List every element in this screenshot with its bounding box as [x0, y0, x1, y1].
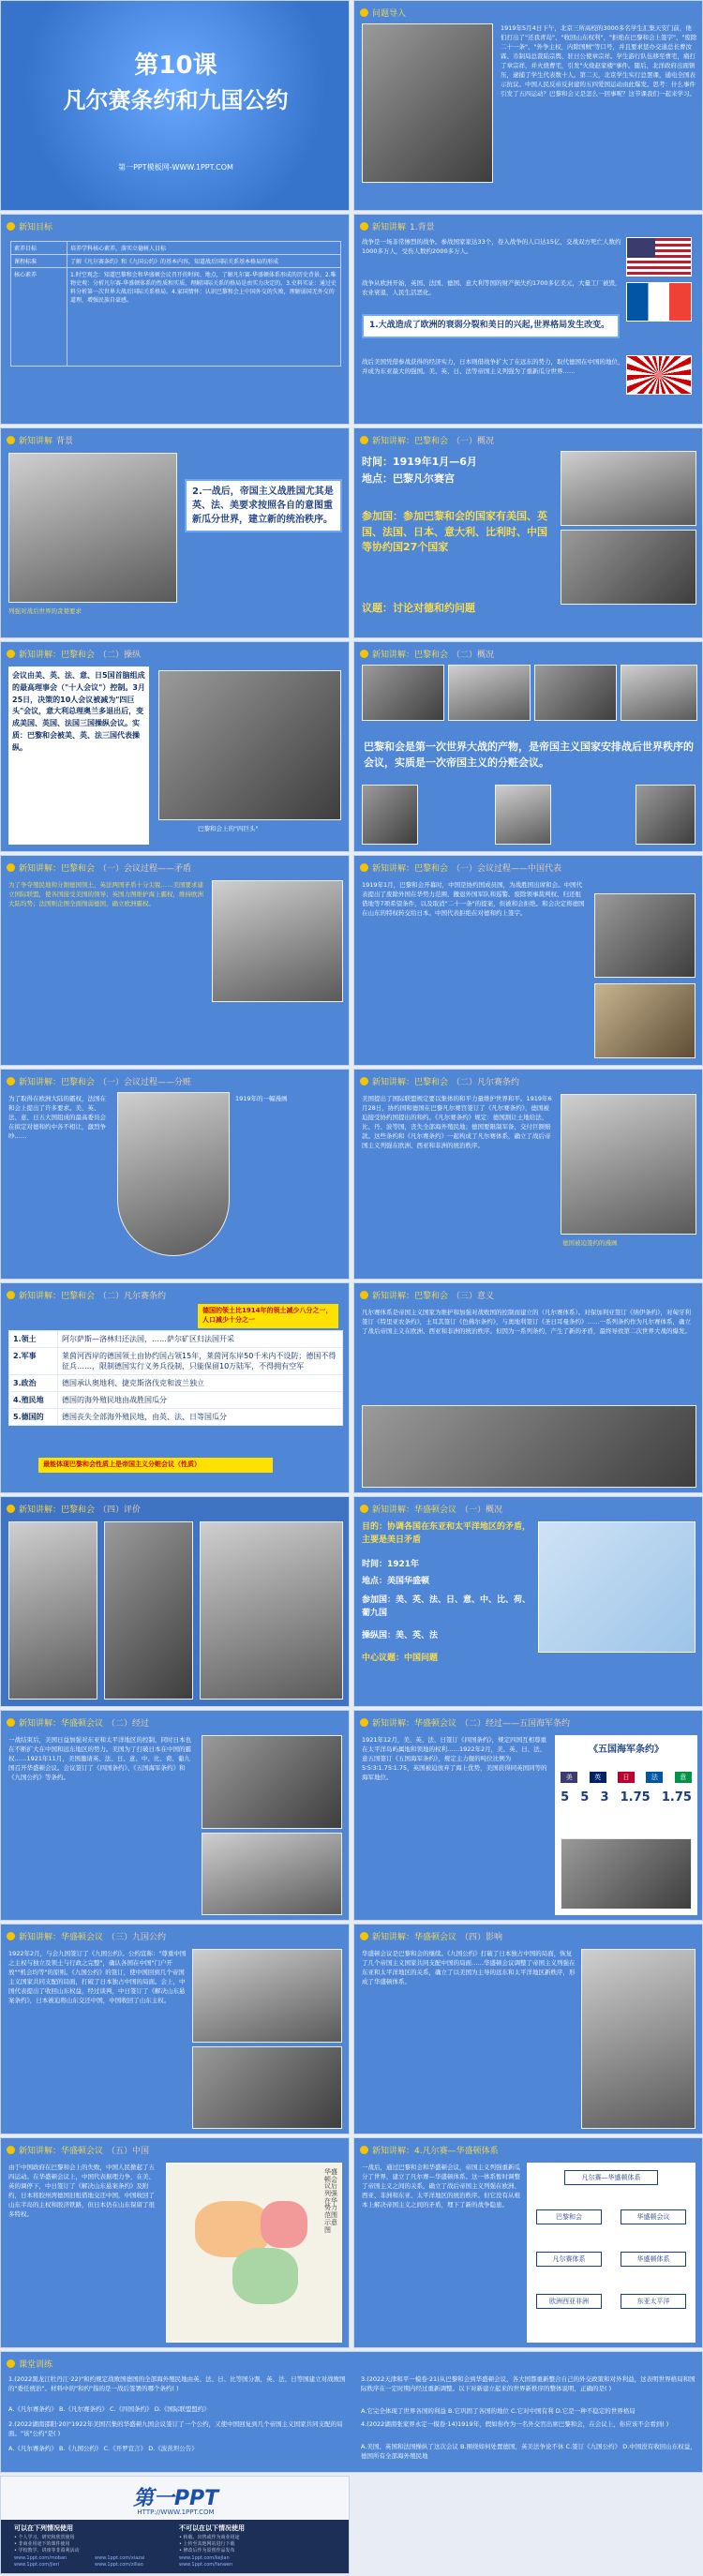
- bullet-icon: [360, 2146, 368, 2154]
- slide-paris-overview: [353, 427, 703, 638]
- slide-intro: [353, 0, 703, 211]
- usa-flag: [626, 237, 692, 277]
- slide-header: 新知讲解：巴黎和会 （二）凡尔赛条约: [360, 1073, 519, 1088]
- slide-background-2: [0, 427, 350, 638]
- impact-text: 华盛顿会议是巴黎和会的继续。《九国公约》打破了日本独占中国的局面，恢复了几个帝国主义国家共同支配中国的局面……华盛顿会议调整了帝国主义列强在东亚和太平洋地区的关系，确立了以美国为主导的远东和太平洋地区新秩序，形成了华盛顿体系。: [362, 1950, 576, 1986]
- time-text: 时间：1921年: [362, 1560, 420, 1569]
- slide-china-delegate: [353, 855, 703, 1066]
- slide-advert: [0, 2476, 350, 2574]
- warship-photo: [561, 1838, 692, 1910]
- issue-text: 中心议题：中国问题: [362, 1654, 439, 1663]
- bullet-icon: [7, 1291, 15, 1299]
- topic-text: 议题：讨论对德和约问题: [362, 602, 475, 614]
- slide-nine-power: [0, 1924, 350, 2134]
- naval-ratio-value-2: 3: [600, 1790, 609, 1805]
- system-diagram: [527, 2163, 696, 2343]
- lesson-number: 第10课: [134, 52, 217, 80]
- slide-header: 新知讲解：华盛顿会议 （五）中国: [7, 2142, 149, 2157]
- slide-washington-overview: [353, 1496, 703, 1707]
- leader-photo-2: [448, 665, 531, 721]
- delegate-portrait: [594, 983, 696, 1058]
- bullet-icon: [360, 222, 368, 231]
- slide-header: 新知讲解：巴黎和会 （二）操纵: [7, 646, 141, 661]
- question-2: 2.(2022湖南邵阳·20)"1922年美国召集的华盛顿九国会议签订了一个公约，又使中国回复到几个帝国主义国家共同支配的局面。"该"公约"是( ): [8, 2420, 343, 2438]
- slide-header: 新知目标: [7, 218, 52, 233]
- conflict-text: 为了争夺殖民地和分割德国领土，英法两国矛盾十分尖锐……美国要求建立国际联盟，使各国接受美国的领导；英国力图维护海上霸权，维持欧洲大陆均势；法国则企图全面削弱德国，确立欧洲霸权。: [8, 881, 203, 908]
- bullet-icon: [360, 863, 368, 872]
- slide-header: 新知讲解：巴黎和会 （二）凡尔赛条约: [7, 1287, 166, 1302]
- slide-header: 新知讲解：巴黎和会 （一）会议过程——分赃: [7, 1073, 191, 1088]
- bullet-icon: [7, 436, 15, 444]
- slide-header: 新知讲解：华盛顿会议 （二）经过——五国海军条约: [360, 1715, 570, 1730]
- slide-washington-process: [0, 1710, 350, 1921]
- slide-versailles-treaty: [353, 1069, 703, 1280]
- leader-photo-7: [636, 785, 696, 845]
- slide-title: [0, 0, 350, 211]
- shandong-text: 由于中国政府在巴黎和会上的失败，中国人民掀起了五四运动。在华盛顿会议上，中国代表据理力争，在美、英的调停下，中日签订了《解决山东悬案条约》及附约，日本将胶州湾德国旧租借地交还中国，中国收回了山东半岛的主权和胶济铁路，但日本仍在山东保留了很多特权。: [8, 2164, 155, 2219]
- background-callout: 2.一战后，帝国主义战胜国尤其是英、法、美要求按照各自的意图重新瓜分世界，建立新的统治秩序。: [185, 479, 342, 532]
- ad-link[interactable]: www.1ppt.com/kejian: [179, 2555, 230, 2561]
- slide-washington-impact: [353, 1924, 703, 2134]
- conference-hall-photo: [212, 880, 343, 1002]
- lesson-title: 凡尔赛条约和九国公约: [63, 87, 289, 113]
- treaty-caption: 德国被迫签约的漫画: [562, 1239, 618, 1247]
- slide-system: [353, 2137, 703, 2348]
- bullet-icon: [7, 1505, 15, 1513]
- may-fourth-photo: [362, 23, 493, 183]
- leader-photo-1: [362, 665, 444, 721]
- system-text: 凡尔赛体系是帝国主义国家为维护和加强对战败国的控制而建立的（凡尔赛体系）。对保加利亚签订《纳伊条约》，对匈牙利签订《特里亚农条约》，土耳其签订《色佛尔条约》，与奥地利签订《圣日耳曼条约》……一系列条约作为凡尔赛体系，确立了战后帝国主义在欧洲、西亚和非洲的统治秩序。但因为一系列条约，产生了新的矛盾，最终导致第二次世界大战的爆发。: [362, 1309, 691, 1336]
- slide-background-1: [353, 214, 703, 425]
- conference-room-photo: [202, 1735, 342, 1829]
- spoils-text: 为了取得在欧洲大陆的霸权，法国在和会上提出了许多要求。美、英、法、意、日五大国组成的最高委员会在拟定对德和约中各不相让，激烈争吵……: [8, 1095, 106, 1141]
- allowed-item: • 个人学习、研究和欣赏使用: [14, 2535, 75, 2540]
- question-1-options: A.《凡尔赛条约》 B.《凡尔赛条约》 C.《四国条约》 D.《国际联盟盟约》: [8, 2405, 210, 2413]
- slide-header: 问题导入: [360, 5, 406, 20]
- chinese-delegates-photo: [192, 2046, 342, 2129]
- brand-url: HTTP://WWW.1PPT.COM: [137, 2509, 215, 2516]
- naval-panel: [555, 1735, 697, 1915]
- slide-header: 新知讲解：巴黎和会 （三）意义: [360, 1287, 494, 1302]
- allowed-heading: 可以在下列情况使用: [14, 2524, 73, 2532]
- forbidden-heading: 不可以在以下情况使用: [179, 2524, 245, 2532]
- bullet-icon: [7, 2146, 15, 2154]
- system-text: 一战后，通过巴黎和会和华盛顿会议，帝国主义列强重新瓜分了世界，建立了凡尔赛—华盛顿体系。这一体系暂时调整了帝国主义之间的关系，确立了战后帝国主义列强在欧洲、西亚、非洲和东亚、太平洋地区的统治秩序。但它没有从根本上解决帝国主义之间的矛盾，埋下了新的战争隐患。: [362, 2164, 520, 2209]
- big-four-textbox: [8, 666, 149, 845]
- globe-cartoon: [117, 1092, 230, 1256]
- treaty-table: 1.领土 阿尔萨斯—洛林归还法国，……萨尔矿区归法国开采 2.军事 莱茵河西岸的德国领土由协约国占领15年，莱茵河东岸50千米内不设防；德国不得征兵……，限制德国实行义务兵役制，只能保留10万陆军，不得拥有空军 3.政治 德国承认奥地利、捷克斯洛伐克和波兰独立 4.殖民地 德国的海外殖民地由战胜国瓜分 5.德国的 德国丧失全部海外殖民地，由英、法、日等国瓜分: [8, 1330, 343, 1426]
- background-text-2: 战争从欧洲开始，英国、法国、德国、意大利等国的财产损失约1700多亿美元，大量工厂被毁，农业衰退，人民生活恶化。: [362, 279, 621, 297]
- background-text-3: 战后美国凭借参战获得的经济实力，日本则借战争扩大了在远东的势力，取代德国在中国的地位，并成为东亚最大的强国。美、英、日、法等帝国主义列强为了重新瓜分世界……: [362, 358, 624, 376]
- bullet-icon: [7, 863, 15, 872]
- white-house-photo: [192, 1949, 342, 2043]
- goals-table: 素养目标 培养学科核心素养，落实立德树人目标 课程标准 了解《凡尔赛条约》和《九国公约》的基本内容，知道战后国际关系基本格局的形成 核心素养 1.时空观念：知道巴黎和会和华盛顿会议召开的时间、地点，了解凡尔赛-华盛顿体系形成的历史背景。2.唯物史观：分析凡尔赛-华盛顿体系的性质和实质，理解国际关系的格局是由实力决定的。3.史料实证：通过史料分析第一次世界大战后国际关系格局。4.家国情怀：认识巴黎和会上中国外交的失败，理解弱国无外交的道理，增强民族自豪感。: [10, 241, 341, 367]
- slide-evaluation: [0, 1496, 350, 1707]
- ad-link[interactable]: www.1ppt.com/xiazai: [95, 2555, 145, 2561]
- leader-photo-4: [621, 665, 697, 721]
- participants-text: 参加国：参加巴黎和会的国家有美国、英国、法国、日本、意大利、比利时、中国等协约国27个国家: [362, 510, 547, 553]
- bullet-icon: [7, 222, 15, 231]
- controllers-text: 操纵国：美、英、法: [362, 1631, 439, 1640]
- slide-header: 新知讲解 背景: [7, 432, 73, 447]
- slide-header: 课堂训练: [7, 2356, 52, 2371]
- pacific-map: [538, 1521, 696, 1653]
- question-3: 3.(2022天津和平一模卷·21)从巴黎和会到华盛顿会议，各大国都重新整合自己的外交政策和对外利益，这表明世界格局和国际秩序在一定时期内经过重新调整。以下对新建立起来的世界新秩序的整体说明，正确的是( ): [361, 2375, 696, 2393]
- territory-tip: 德国的领土比1914年的领土减少八分之一，人口减少十分之一: [198, 1304, 338, 1328]
- naval-ratio-value-1: 5: [580, 1790, 590, 1805]
- nine-power-text: 1922年2月，与会九国签订了《九国公约》。公约宣称："尊重中国之主权与独立及领土与行政之完整"，确认各国在中国"门户开放""机会均等"的原则。《九国公约》的签订，使中国回到几个帝国主义国家共同支配的局面，打破了日本独占中国的局面。会上，中国代表提出了收回山东权益，经过谈判，中日签订了《解决山东悬案条约》，日本被迫将山东交还中国，中国收回了山东主权。: [8, 1950, 187, 2005]
- big-four-caption: 巴黎和会上的"四巨头": [198, 825, 259, 832]
- background-text-1: 战争是一场非常惨烈的战争。参战国家家达33个，卷入战争的人口达15亿，交战双方死亡人数约1000多万人，受伤人数约2000多万人。: [362, 238, 621, 256]
- place-text: 地点：美国华盛顿: [362, 1577, 430, 1586]
- conference-place: 地点：巴黎凡尔赛宫: [362, 472, 455, 485]
- allowed-item: • 学校教学、讲座等非盈利活动: [14, 2548, 80, 2554]
- slide-header: 新知讲解：巴黎和会 （一）会议过程——中国代表: [360, 860, 561, 875]
- treaty-text: 美国提出了国际联盟规定要以集体的和平力量维护世界和平。1919年6月28日，协约国和德国在巴黎凡尔赛宫签订了《凡尔赛条约》，德国被迫接受协约国提出的和约。《凡尔赛条约》规定：德国割让土地给法、比、丹、波等国，丧失全部海外殖民地；德国要限制军备，交付巨额赔款。这些条约和《凡尔赛条约》一起构成了凡尔赛体系，确立了战后帝国主义列强在欧洲、西亚和非洲的统治秩序。: [362, 1095, 552, 1150]
- question-3-options: A.它完全体现了世界各国的利益 B.它巩固了各国的地位 C.它对中国有利 D.它是一种不稳定的世界格局: [361, 2407, 636, 2415]
- cartoon-eval-3: [200, 1521, 343, 1700]
- slide-paris-nature: [353, 641, 703, 852]
- ad-link[interactable]: www.1ppt.com/fanwen: [179, 2562, 233, 2568]
- treaty-cartoon: [561, 1094, 696, 1235]
- nature-text: 巴黎和会是第一次世界大战的产物，是帝国主义国家安排战后世界秩序的会议，实质是一次帝国主义的分赃会议。: [364, 741, 694, 769]
- slide-header: 新知讲解：巴黎和会 （一）会议过程——矛盾: [7, 860, 191, 875]
- naval-ratio-value-3: 1.75: [620, 1790, 651, 1805]
- nature-highlight: 最能体现巴黎和会性质上是帝国主义分赃会议（性质）: [38, 1458, 273, 1473]
- cartoon-caption: 列强对战后世界的贪婪要求: [8, 607, 82, 615]
- slide-goals: [0, 214, 350, 425]
- slide-header: 新知讲解：巴黎和会 （一）概况: [360, 432, 494, 447]
- cartoon-eval-2: [104, 1521, 193, 1700]
- hall-photo: [561, 530, 696, 605]
- naval-text: 1921年12月，美、英、法、日签订《四国条约》，规定四国互相尊重在太平洋岛屿属地和领地的权利……1922年2月，美、英、日、法、意五国签订《五国海军条约》，规定主力舰的吨位比例为5∶5∶3∶1.75∶1.75，英国被迫放弃了海上优势，美国获得同英国同等的海军地位。: [362, 1736, 547, 1782]
- spoils-caption: 1919年的一幅漫画: [235, 1095, 288, 1102]
- naval-ratio-value-0: 5: [561, 1790, 570, 1805]
- leader-photo-3: [534, 665, 617, 721]
- naval-flag-2: 日: [618, 1772, 635, 1783]
- forbidden-item: • 修改后作为原创作品发布: [179, 2548, 235, 2554]
- bullet-icon: [360, 1718, 368, 1727]
- naval-flags: [555, 1772, 697, 1783]
- diagram-asia: 东亚太平洋: [621, 2294, 686, 2309]
- slide-treaty-contents: [0, 1282, 350, 1493]
- diagram-paris: 巴黎和会: [536, 2209, 602, 2224]
- source-label: 第一PPT模板网-WWW.1PPT.COM: [118, 163, 233, 172]
- naval-ratio-value-4: 1.75: [661, 1790, 692, 1805]
- naval-ratio: [555, 1790, 697, 1805]
- conference-table-photo: [202, 1833, 342, 1915]
- background-callout: 1.大战造成了欧洲的衰弱分裂和美日的兴起,世界格局发生改变。: [362, 314, 620, 338]
- diagram-washington: 华盛顿会议: [621, 2209, 686, 2224]
- diagram-versailles-system: 凡尔赛体系: [536, 2252, 602, 2267]
- leader-photo-6: [495, 785, 551, 845]
- washington-cartoon: [581, 1949, 696, 2129]
- bullet-icon: [360, 8, 368, 17]
- naval-flag-4: 意: [675, 1772, 692, 1783]
- slide-header: 新知讲解 1.背景: [360, 218, 435, 233]
- cartoon-eval-1: [8, 1521, 97, 1700]
- bullet-icon: [7, 1718, 15, 1727]
- conference-time: 时间：1919年1月—6月: [362, 456, 477, 468]
- question-1: 1.(2022黑龙江牡丹江·22)"和约规定战败国德国的全部海外殖民地由英、法、日、比等国分割，英、法、日等国建立对战败国的"委任统治"。材料中的"和约"指的是一战后签署的哪个条约( ): [8, 2375, 346, 2393]
- leader-photo-5: [362, 785, 418, 845]
- naval-flag-3: 法: [646, 1772, 663, 1783]
- slide-china-shandong: [0, 2137, 350, 2348]
- slide-naval-treaty: [353, 1710, 703, 1921]
- bullet-icon: [360, 1932, 368, 1940]
- slide-conference-conflict: [0, 855, 350, 1066]
- bullet-icon: [7, 2359, 15, 2368]
- big-four-photo: [158, 670, 341, 820]
- japan-flag: [626, 355, 692, 395]
- allowed-item: • 非商业用途下的课件使用: [14, 2541, 70, 2547]
- participants-text: 参加国：美、英、法、日、意、中、比、荷、葡九国: [362, 1595, 531, 1618]
- slide-header: 新知讲解：华盛顿会议 （四）影响: [360, 1928, 502, 1943]
- china-map: [166, 2163, 342, 2343]
- slide-header: 新知讲解：巴黎和会 （二）概况: [360, 646, 494, 661]
- ad-link[interactable]: www.1ppt.com/ziliao: [95, 2562, 143, 2568]
- bullet-icon: [360, 436, 368, 444]
- slide-spoils: [0, 1069, 350, 1280]
- ad-link[interactable]: www.1ppt.com/moban: [14, 2555, 67, 2561]
- signing-photo: [362, 1405, 696, 1488]
- ad-footer: [1, 2520, 350, 2574]
- diagram-root: 凡尔赛—华盛顿体系: [564, 2170, 658, 2185]
- bullet-icon: [7, 1077, 15, 1086]
- slide-header: 新知讲解：巴黎和会 （四）评价: [7, 1501, 141, 1516]
- naval-flag-1: 英: [590, 1772, 606, 1783]
- bullet-icon: [360, 1505, 368, 1513]
- diagram-washington-system: 华盛顿体系: [621, 2252, 686, 2267]
- slide-exercises: [0, 2351, 703, 2473]
- slide-header: 新知讲解：华盛顿会议 （一）概况: [360, 1501, 502, 1516]
- bullet-icon: [360, 1077, 368, 1086]
- versailles-photo: [561, 451, 696, 526]
- goal-text: 目的：协调各国在东亚和太平洋地区的矛盾，主要是美日矛盾: [362, 1522, 531, 1545]
- diagram-europe: 欧洲西亚非洲: [536, 2294, 602, 2309]
- naval-flag-0: 美: [561, 1772, 577, 1783]
- intro-text: 1919年5月4日下午，北京三所高校的3000多名学生汇集天安门前，他们打出了"还我青岛"、"收回山东权利"、"拒绝在巴黎和会上签字"、"废除二十一条"、"外争主权，内除国贼"等口号，并且要求惩办交通总长曹汝霖、币制局总裁陆宗舆、驻日公使章宗祥。学生游行队伍移至曹宅，痛打了章宗祥，并火烧曹宅，引发"火烧赵家楼"事件。随后，北洋政府出面镇压，逮捕了学生代表数十人。第二天，北京学生实行总罢课，通电全国表示抗议。中国人民反帝反封建的五四爱国运动由此爆发。思考：什么事件引发了五四运动？巴黎和会又是怎么一回事呢？这节课我们一起来学习。: [501, 24, 697, 98]
- map-caption: 华盛顿会议后列强在华势力范围示意图: [324, 2168, 337, 2234]
- bullet-icon: [7, 650, 15, 658]
- slide-big-four: [0, 641, 350, 852]
- bullet-icon: [360, 1291, 368, 1299]
- question-2-options: A.《凡尔赛条约》 B.《九国公约》 C.《开罗宣言》 D.《波茨坦公告》: [8, 2445, 198, 2452]
- bullet-icon: [360, 650, 368, 658]
- france-flag: [626, 282, 692, 322]
- ad-link[interactable]: www.1ppt.com/jieri: [14, 2562, 60, 2568]
- slide-versailles-system: [353, 1282, 703, 1493]
- slide-header: 新知讲解：4.凡尔赛—华盛顿体系: [360, 2142, 499, 2157]
- brand-logo: 第一PPT: [132, 2487, 219, 2510]
- slide-header: 新知讲解：华盛顿会议 （二）经过: [7, 1715, 149, 1730]
- question-4-options: A.美国、英国和法国操纵了这次会议 B.围绕如何处置德国，英美法争论不休 C.签订《九国公约》 D.中国没有收回山东权益，德国所有全部海外殖民地: [361, 2443, 696, 2461]
- forbidden-item: • 转载、出售或作为商业用途: [179, 2535, 240, 2540]
- delegate-text: 1919年1月，巴黎和会开幕时，中国是协约国成员国，为战胜国出席和会。中国代表提出了废除外国在华势力范围、撤退外国军队和巡警、废除领事裁判权、归还租借地等7项希望条件，以及取消"二十一条"的提案，但被和会拒绝。和会决定将德国在山东的特权转交给日本。中国代表拒绝在对德和约上签字。: [362, 881, 585, 918]
- slide-header: 新知讲解：华盛顿会议 （三）九国公约: [7, 1928, 166, 1943]
- question-4: 4.(2022湖南张家界永定一模卷·14)1919年，假如你作为一名外交官出席巴黎和会，在会议上，你应该不会看到( ): [361, 2420, 669, 2428]
- naval-treaty-title: 《五国海军条约》: [589, 1745, 664, 1755]
- cartoon-image: [8, 453, 177, 603]
- big-four-text: 会议由美、英、法、意、日5国首脑组成的最高理事会（"十人会议"）控制。3月25日，决策的10人会议被减为"四巨头"会议，意大利总理奥兰多退出后，变成美国、英国、法国三国操纵会议。实质：巴黎和会被美、英、法三国代表操纵。: [12, 671, 145, 752]
- forbidden-item: • 上传至其他网站进行下载: [179, 2541, 235, 2547]
- process-text: 一战结束后，美国日益加强对东亚和太平洋地区的控制，同时日本也在不断扩大在中国和远东地区的势力。美国为了打破日本在中国的霸权……1921年11月，美国邀请英、法、日、意、中、比、荷、葡九国召开华盛顿会议。会议签订了《四国条约》、《五国海军条约》和《九国公约》等条约。: [8, 1736, 191, 1782]
- bullet-icon: [7, 1932, 15, 1940]
- wellington-koo-photo: [594, 893, 696, 978]
